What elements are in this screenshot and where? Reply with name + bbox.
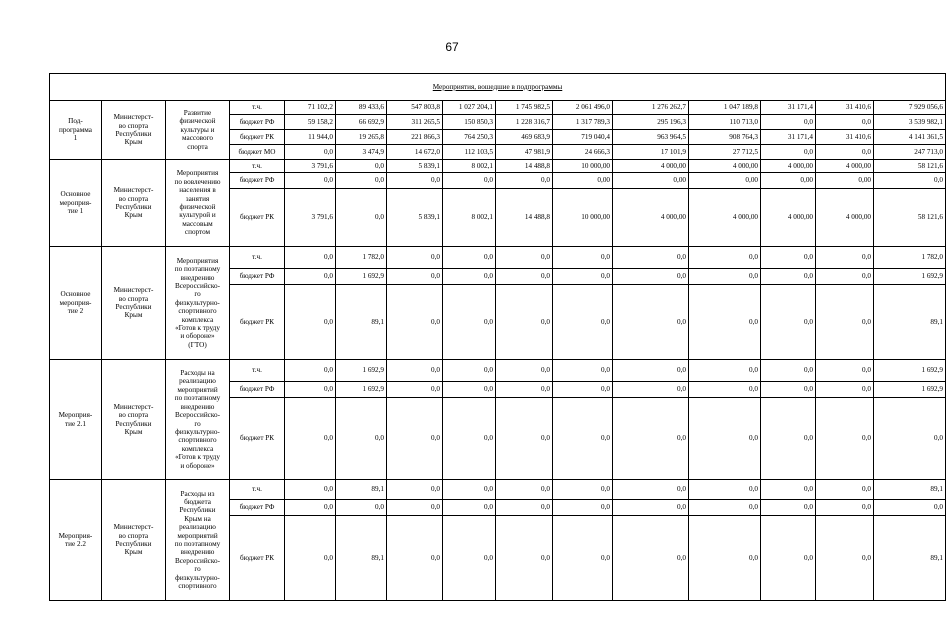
amount-cell: 0,0 bbox=[816, 285, 874, 360]
amount-cell: 0,0 bbox=[387, 173, 443, 189]
amount-cell: 31 410,6 bbox=[816, 101, 874, 115]
amount-cell: 0,0 bbox=[689, 516, 761, 601]
amount-cell: 0,0 bbox=[285, 360, 336, 382]
amount-cell: 0,00 bbox=[816, 173, 874, 189]
amount-cell: 1 782,0 bbox=[336, 247, 387, 269]
amount-cell: 89,1 bbox=[336, 285, 387, 360]
table-row bbox=[50, 101, 946, 115]
page-number: 67 bbox=[445, 40, 459, 54]
amount-cell: 0,00 bbox=[689, 173, 761, 189]
amount-cell: 0,0 bbox=[816, 382, 874, 398]
amount-cell: 0,0 bbox=[689, 500, 761, 516]
amount-cell: 58 121,6 bbox=[874, 189, 946, 247]
amount-cell: 8 002,1 bbox=[443, 160, 496, 173]
amount-cell: 0,0 bbox=[387, 500, 443, 516]
amount-cell: 1 782,0 bbox=[874, 247, 946, 269]
amount-cell: 1 692,9 bbox=[336, 382, 387, 398]
amount-cell: 1 692,9 bbox=[336, 360, 387, 382]
amount-cell: 0,0 bbox=[613, 480, 689, 500]
funding-source-cell: т.ч. bbox=[230, 101, 285, 115]
amount-cell: 0,0 bbox=[285, 173, 336, 189]
amount-cell: 4 000,00 bbox=[816, 189, 874, 247]
amount-cell: 0,0 bbox=[553, 480, 613, 500]
amount-cell: 0,0 bbox=[553, 500, 613, 516]
amount-cell: 0,0 bbox=[496, 398, 553, 480]
amount-cell: 1 692,9 bbox=[874, 382, 946, 398]
table-row bbox=[50, 160, 946, 173]
funding-source-cell: бюджет РК bbox=[230, 189, 285, 247]
program-name-cell: Мероприя- тие 2.2 bbox=[50, 480, 102, 601]
amount-cell: 0,0 bbox=[443, 382, 496, 398]
funding-source-cell: бюджет РФ bbox=[230, 115, 285, 130]
amount-cell: 0,0 bbox=[387, 269, 443, 285]
amount-cell: 0,0 bbox=[689, 247, 761, 269]
amount-cell: 0,0 bbox=[613, 269, 689, 285]
amount-cell: 0,0 bbox=[387, 247, 443, 269]
program-name-cell: Основное мероприя- тие 2 bbox=[50, 247, 102, 360]
amount-cell: 1 692,9 bbox=[874, 269, 946, 285]
activity-title-cell: Развитие физической культуры и массового спорта bbox=[166, 101, 230, 160]
amount-cell: 0,0 bbox=[553, 398, 613, 480]
amount-cell: 89,1 bbox=[874, 480, 946, 500]
amount-cell: 0,0 bbox=[285, 398, 336, 480]
amount-cell: 14 672,0 bbox=[387, 145, 443, 160]
amount-cell: 0,0 bbox=[689, 480, 761, 500]
funding-source-cell: бюджет РФ bbox=[230, 382, 285, 398]
amount-cell: 0,0 bbox=[761, 115, 816, 130]
amount-cell: 0,0 bbox=[816, 480, 874, 500]
amount-cell: 0,0 bbox=[336, 189, 387, 247]
table-header-row bbox=[50, 74, 946, 101]
amount-cell: 0,0 bbox=[285, 480, 336, 500]
amount-cell: 0,0 bbox=[387, 285, 443, 360]
amount-cell: 66 692,9 bbox=[336, 115, 387, 130]
amount-cell: 0,0 bbox=[496, 480, 553, 500]
amount-cell: 2 061 496,0 bbox=[553, 101, 613, 115]
amount-cell: 0,0 bbox=[874, 173, 946, 189]
amount-cell: 8 002,1 bbox=[443, 189, 496, 247]
amount-cell: 4 000,00 bbox=[613, 160, 689, 173]
amount-cell: 10 000,00 bbox=[553, 189, 613, 247]
amount-cell: 1 692,9 bbox=[336, 269, 387, 285]
amount-cell: 764 250,3 bbox=[443, 130, 496, 145]
amount-cell: 0,0 bbox=[387, 398, 443, 480]
amount-cell: 0,0 bbox=[336, 160, 387, 173]
amount-cell: 0,0 bbox=[496, 382, 553, 398]
funding-source-cell: т.ч. bbox=[230, 360, 285, 382]
amount-cell: 0,0 bbox=[761, 382, 816, 398]
amount-cell: 0,0 bbox=[553, 516, 613, 601]
table-row bbox=[50, 480, 946, 500]
amount-cell: 4 000,00 bbox=[816, 160, 874, 173]
amount-cell: 0,0 bbox=[816, 269, 874, 285]
amount-cell: 0,0 bbox=[613, 247, 689, 269]
amount-cell: 0,0 bbox=[689, 285, 761, 360]
executor-cell: Министерст- во спорта Республики Крым bbox=[102, 247, 166, 360]
amount-cell: 0,0 bbox=[285, 516, 336, 601]
amount-cell: 0,0 bbox=[816, 247, 874, 269]
amount-cell: 0,0 bbox=[761, 480, 816, 500]
amount-cell: 0,0 bbox=[613, 360, 689, 382]
amount-cell: 19 265,8 bbox=[336, 130, 387, 145]
amount-cell: 0,0 bbox=[689, 360, 761, 382]
amount-cell: 0,0 bbox=[613, 285, 689, 360]
amount-cell: 0,0 bbox=[496, 516, 553, 601]
amount-cell: 0,0 bbox=[443, 285, 496, 360]
amount-cell: 1 692,9 bbox=[874, 360, 946, 382]
amount-cell: 0,00 bbox=[553, 173, 613, 189]
amount-cell: 0,0 bbox=[689, 382, 761, 398]
amount-cell: 0,0 bbox=[553, 360, 613, 382]
activity-title-cell: Расходы на реализацию мероприятий по поэтапному внедрению Всероссийско- го физкультурно- спортивного комплекса «Готов к труду и обороне» bbox=[166, 360, 230, 480]
executor-cell: Министерст- во спорта Республики Крым bbox=[102, 360, 166, 480]
amount-cell: 4 000,00 bbox=[761, 189, 816, 247]
amount-cell: 7 929 056,6 bbox=[874, 101, 946, 115]
amount-cell: 0,0 bbox=[689, 269, 761, 285]
funding-source-cell: т.ч. bbox=[230, 160, 285, 173]
amount-cell: 0,0 bbox=[387, 382, 443, 398]
amount-cell: 3 791,6 bbox=[285, 189, 336, 247]
amount-cell: 4 000,00 bbox=[689, 160, 761, 173]
amount-cell: 89,1 bbox=[336, 480, 387, 500]
amount-cell: 4 000,00 bbox=[689, 189, 761, 247]
amount-cell: 0,0 bbox=[285, 269, 336, 285]
amount-cell: 0,0 bbox=[553, 247, 613, 269]
table-header-title: Мероприятия, вошедшие в подпрограммы bbox=[432, 82, 563, 91]
amount-cell: 89,1 bbox=[874, 516, 946, 601]
executor-cell: Министерст- во спорта Республики Крым bbox=[102, 480, 166, 601]
activity-title-cell: Расходы из бюджета Республики Крым на реализацию мероприятий по поэтапному внедрению Всероссийско- го физкультурно- спортивного bbox=[166, 480, 230, 601]
amount-cell: 0,0 bbox=[613, 382, 689, 398]
amount-cell: 150 850,3 bbox=[443, 115, 496, 130]
amount-cell: 0,00 bbox=[613, 173, 689, 189]
activity-title-cell: Мероприятия по поэтапному внедрению Всероссийско- го физкультурно- спортивного комплекса «Готов к труду и обороне» (ГТО) bbox=[166, 247, 230, 360]
funding-source-cell: бюджет РК bbox=[230, 398, 285, 480]
amount-cell: 0,0 bbox=[613, 516, 689, 601]
amount-cell: 0,0 bbox=[336, 173, 387, 189]
amount-cell: 0,0 bbox=[496, 285, 553, 360]
amount-cell: 0,0 bbox=[553, 382, 613, 398]
amount-cell: 0,0 bbox=[761, 247, 816, 269]
amount-cell: 0,0 bbox=[816, 516, 874, 601]
amount-cell: 4 000,00 bbox=[761, 160, 816, 173]
amount-cell: 469 683,9 bbox=[496, 130, 553, 145]
amount-cell: 31 410,6 bbox=[816, 130, 874, 145]
amount-cell: 0,0 bbox=[816, 145, 874, 160]
amount-cell: 247 713,0 bbox=[874, 145, 946, 160]
amount-cell: 17 101,9 bbox=[613, 145, 689, 160]
amount-cell: 59 158,2 bbox=[285, 115, 336, 130]
table-row bbox=[50, 360, 946, 382]
amount-cell: 0,0 bbox=[874, 398, 946, 480]
amount-cell: 1 317 789,3 bbox=[553, 115, 613, 130]
amount-cell: 0,0 bbox=[613, 500, 689, 516]
amount-cell: 3 539 982,1 bbox=[874, 115, 946, 130]
amount-cell: 0,0 bbox=[553, 269, 613, 285]
funding-source-cell: бюджет РК bbox=[230, 130, 285, 145]
amount-cell: 0,0 bbox=[761, 145, 816, 160]
amount-cell: 0,0 bbox=[443, 360, 496, 382]
amount-cell: 0,0 bbox=[613, 398, 689, 480]
amount-cell: 1 047 189,8 bbox=[689, 101, 761, 115]
executor-cell: Министерст- во спорта Республики Крым bbox=[102, 101, 166, 160]
amount-cell: 71 102,2 bbox=[285, 101, 336, 115]
funding-source-cell: бюджет РК bbox=[230, 516, 285, 601]
program-name-cell: Под- программа 1 bbox=[50, 101, 102, 160]
amount-cell: 1 027 204,1 bbox=[443, 101, 496, 115]
amount-cell: 221 866,3 bbox=[387, 130, 443, 145]
amount-cell: 89,1 bbox=[336, 516, 387, 601]
amount-cell: 0,0 bbox=[496, 500, 553, 516]
amount-cell: 0,0 bbox=[874, 500, 946, 516]
amount-cell: 0,0 bbox=[761, 360, 816, 382]
amount-cell: 547 803,8 bbox=[387, 101, 443, 115]
amount-cell: 0,00 bbox=[761, 173, 816, 189]
amount-cell: 963 964,5 bbox=[613, 130, 689, 145]
amount-cell: 0,0 bbox=[443, 480, 496, 500]
amount-cell: 24 666,3 bbox=[553, 145, 613, 160]
amount-cell: 11 944,0 bbox=[285, 130, 336, 145]
amount-cell: 0,0 bbox=[285, 247, 336, 269]
amount-cell: 27 712,5 bbox=[689, 145, 761, 160]
amount-cell: 47 981,9 bbox=[496, 145, 553, 160]
amount-cell: 1 228 316,7 bbox=[496, 115, 553, 130]
amount-cell: 14 488,8 bbox=[496, 189, 553, 247]
amount-cell: 0,0 bbox=[285, 382, 336, 398]
amount-cell: 0,0 bbox=[443, 247, 496, 269]
amount-cell: 0,0 bbox=[285, 285, 336, 360]
amount-cell: 10 000,00 bbox=[553, 160, 613, 173]
amount-cell: 0,0 bbox=[443, 173, 496, 189]
budget-table bbox=[49, 73, 946, 601]
funding-source-cell: т.ч. bbox=[230, 480, 285, 500]
amount-cell: 4 141 361,5 bbox=[874, 130, 946, 145]
amount-cell: 0,0 bbox=[443, 269, 496, 285]
funding-source-cell: бюджет МО bbox=[230, 145, 285, 160]
amount-cell: 0,0 bbox=[816, 500, 874, 516]
funding-source-cell: бюджет РФ bbox=[230, 269, 285, 285]
amount-cell: 0,0 bbox=[285, 145, 336, 160]
amount-cell: 0,0 bbox=[443, 500, 496, 516]
program-name-cell: Мероприя- тие 2.1 bbox=[50, 360, 102, 480]
amount-cell: 0,0 bbox=[336, 500, 387, 516]
amount-cell: 31 171,4 bbox=[761, 101, 816, 115]
amount-cell: 719 040,4 bbox=[553, 130, 613, 145]
program-name-cell: Основное мероприя- тие 1 bbox=[50, 160, 102, 247]
amount-cell: 1 276 262,7 bbox=[613, 101, 689, 115]
amount-cell: 0,0 bbox=[496, 173, 553, 189]
amount-cell: 0,0 bbox=[496, 269, 553, 285]
executor-cell: Министерст- во спорта Республики Крым bbox=[102, 160, 166, 247]
amount-cell: 1 745 982,5 bbox=[496, 101, 553, 115]
amount-cell: 4 000,00 bbox=[613, 189, 689, 247]
amount-cell: 58 121,6 bbox=[874, 160, 946, 173]
amount-cell: 0,0 bbox=[443, 516, 496, 601]
amount-cell: 0,0 bbox=[336, 398, 387, 480]
amount-cell: 0,0 bbox=[761, 500, 816, 516]
amount-cell: 0,0 bbox=[816, 360, 874, 382]
funding-source-cell: бюджет РФ bbox=[230, 500, 285, 516]
amount-cell: 0,0 bbox=[761, 398, 816, 480]
table-row bbox=[50, 247, 946, 269]
amount-cell: 0,0 bbox=[816, 115, 874, 130]
activity-title-cell: Мероприятия по вовлечению населения в занятия физической культурой и массовым спортом bbox=[166, 160, 230, 247]
amount-cell: 0,0 bbox=[496, 247, 553, 269]
amount-cell: 89 433,6 bbox=[336, 101, 387, 115]
amount-cell: 0,0 bbox=[761, 516, 816, 601]
amount-cell: 5 839,1 bbox=[387, 189, 443, 247]
amount-cell: 31 171,4 bbox=[761, 130, 816, 145]
amount-cell: 5 839,1 bbox=[387, 160, 443, 173]
amount-cell: 311 265,5 bbox=[387, 115, 443, 130]
amount-cell: 3 791,6 bbox=[285, 160, 336, 173]
amount-cell: 0,0 bbox=[387, 480, 443, 500]
funding-source-cell: бюджет РФ bbox=[230, 173, 285, 189]
amount-cell: 295 196,3 bbox=[613, 115, 689, 130]
amount-cell: 0,0 bbox=[387, 360, 443, 382]
amount-cell: 89,1 bbox=[874, 285, 946, 360]
amount-cell: 14 488,8 bbox=[496, 160, 553, 173]
amount-cell: 0,0 bbox=[285, 500, 336, 516]
amount-cell: 3 474,9 bbox=[336, 145, 387, 160]
funding-source-cell: бюджет РК bbox=[230, 285, 285, 360]
funding-source-cell: т.ч. bbox=[230, 247, 285, 269]
amount-cell: 0,0 bbox=[816, 398, 874, 480]
amount-cell: 0,0 bbox=[689, 398, 761, 480]
amount-cell: 0,0 bbox=[553, 285, 613, 360]
amount-cell: 0,0 bbox=[443, 398, 496, 480]
amount-cell: 908 764,3 bbox=[689, 130, 761, 145]
amount-cell: 110 713,0 bbox=[689, 115, 761, 130]
amount-cell: 0,0 bbox=[387, 516, 443, 601]
amount-cell: 0,0 bbox=[761, 285, 816, 360]
amount-cell: 0,0 bbox=[761, 269, 816, 285]
amount-cell: 0,0 bbox=[496, 360, 553, 382]
amount-cell: 112 103,5 bbox=[443, 145, 496, 160]
table-header-cell bbox=[50, 74, 946, 101]
